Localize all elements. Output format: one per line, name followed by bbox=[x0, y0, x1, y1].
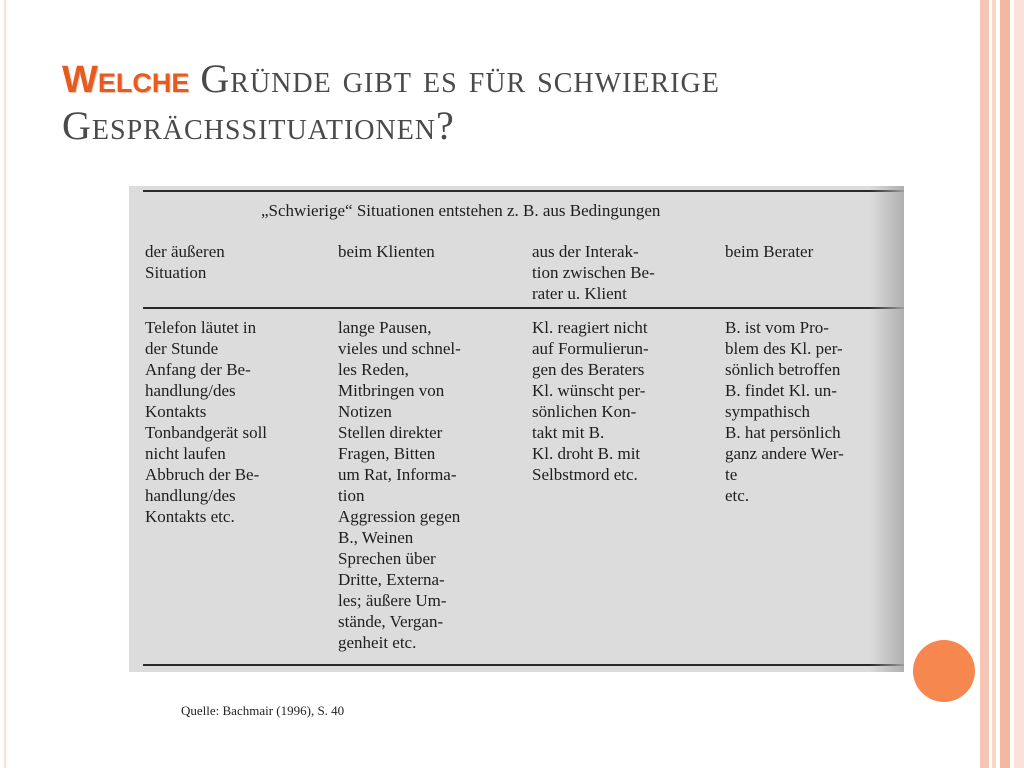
cell-line: ganz andere Wer- bbox=[725, 444, 844, 463]
cell-line: handlung/des bbox=[145, 486, 236, 505]
table-bottom-rule bbox=[143, 664, 904, 666]
title-line1: Gründe gibt es für schwierige bbox=[200, 56, 720, 101]
cell-line: Kontakts bbox=[145, 402, 207, 421]
body-col-4 bbox=[725, 317, 885, 506]
header-line: rater u. Klient bbox=[532, 284, 627, 303]
body-col-2 bbox=[338, 317, 526, 653]
cell-line: tion bbox=[338, 486, 365, 505]
header-col-4 bbox=[725, 241, 885, 262]
cell-line: B. ist vom Pro- bbox=[725, 318, 829, 337]
cell-line: Kl. wünscht per- bbox=[532, 381, 646, 400]
cell-line: sympathisch bbox=[725, 402, 810, 421]
table-top-rule bbox=[143, 190, 904, 192]
cell-line: nicht laufen bbox=[145, 444, 226, 463]
header-line: Situation bbox=[145, 263, 207, 282]
cell-line: genheit etc. bbox=[338, 633, 417, 652]
cell-line: Kl. reagiert nicht bbox=[532, 318, 648, 337]
body-col-3 bbox=[532, 317, 722, 485]
cell-line: vieles und schnel- bbox=[338, 339, 461, 358]
header-col-1 bbox=[145, 241, 330, 283]
cell-line: lange Pausen, bbox=[338, 318, 432, 337]
header-line: tion zwischen Be- bbox=[532, 263, 655, 282]
cell-line: les; äußere Um- bbox=[338, 591, 447, 610]
scan-edge-shadow bbox=[870, 186, 904, 672]
cell-line: Dritte, Externa- bbox=[338, 570, 445, 589]
header-col-3 bbox=[532, 241, 722, 304]
cell-line: gen des Beraters bbox=[532, 360, 645, 379]
cell-line: Telefon läutet in bbox=[145, 318, 257, 337]
cell-line: B., Weinen bbox=[338, 528, 414, 547]
slide-title bbox=[62, 56, 962, 149]
header-col-2 bbox=[338, 241, 526, 262]
cell-line: Notizen bbox=[338, 402, 392, 421]
cell-line: Fragen, Bitten bbox=[338, 444, 436, 463]
header-line: der äußeren bbox=[145, 242, 225, 261]
cell-line: Stellen direkter bbox=[338, 423, 443, 442]
cell-line: te bbox=[725, 465, 738, 484]
cell-line: B. findet Kl. un- bbox=[725, 381, 837, 400]
cell-line: handlung/des bbox=[145, 381, 236, 400]
body-col-1 bbox=[145, 317, 330, 527]
header-line: beim Berater bbox=[725, 242, 814, 261]
header-line: beim Klienten bbox=[338, 242, 435, 261]
cell-line: Anfang der Be- bbox=[145, 360, 251, 379]
decorative-circle bbox=[913, 640, 975, 702]
cell-line: Sprechen über bbox=[338, 549, 436, 568]
header-line: aus der Interak- bbox=[532, 242, 639, 261]
cell-line: B. hat persönlich bbox=[725, 423, 841, 442]
cell-line: les Reden, bbox=[338, 360, 409, 379]
left-border-line bbox=[4, 0, 6, 768]
cell-line: takt mit B. bbox=[532, 423, 605, 442]
cell-line: Kontakts etc. bbox=[145, 507, 235, 526]
cell-line: Aggression gegen bbox=[338, 507, 461, 526]
table-header-rule bbox=[143, 307, 904, 309]
cell-line: auf Formulierun- bbox=[532, 339, 649, 358]
cell-line: sönlich betroffen bbox=[725, 360, 841, 379]
decorative-stripes bbox=[980, 0, 1024, 768]
title-highlight: Welche bbox=[62, 59, 190, 101]
cell-line: Mitbringen von bbox=[338, 381, 445, 400]
cell-line: sönlichen Kon- bbox=[532, 402, 637, 421]
cell-line: um Rat, Informa- bbox=[338, 465, 457, 484]
source-citation: Quelle: Bachmair (1996), S. 40 bbox=[181, 703, 345, 718]
cell-line: blem des Kl. per- bbox=[725, 339, 843, 358]
cell-line: Tonbandgerät soll bbox=[145, 423, 268, 442]
cell-line: Abbruch der Be- bbox=[145, 465, 260, 484]
cell-line: Selbstmord etc. bbox=[532, 465, 638, 484]
cell-line: Kl. droht B. mit bbox=[532, 444, 641, 463]
cell-line: stände, Vergan- bbox=[338, 612, 444, 631]
table-caption: „Schwierige“ Situationen entstehen z. B. aus Bedingungen bbox=[261, 201, 661, 220]
title-line2: Gesprächssituationen? bbox=[62, 103, 455, 148]
cell-line: der Stunde bbox=[145, 339, 219, 358]
scanned-table-image bbox=[129, 186, 904, 672]
cell-line: etc. bbox=[725, 486, 750, 505]
